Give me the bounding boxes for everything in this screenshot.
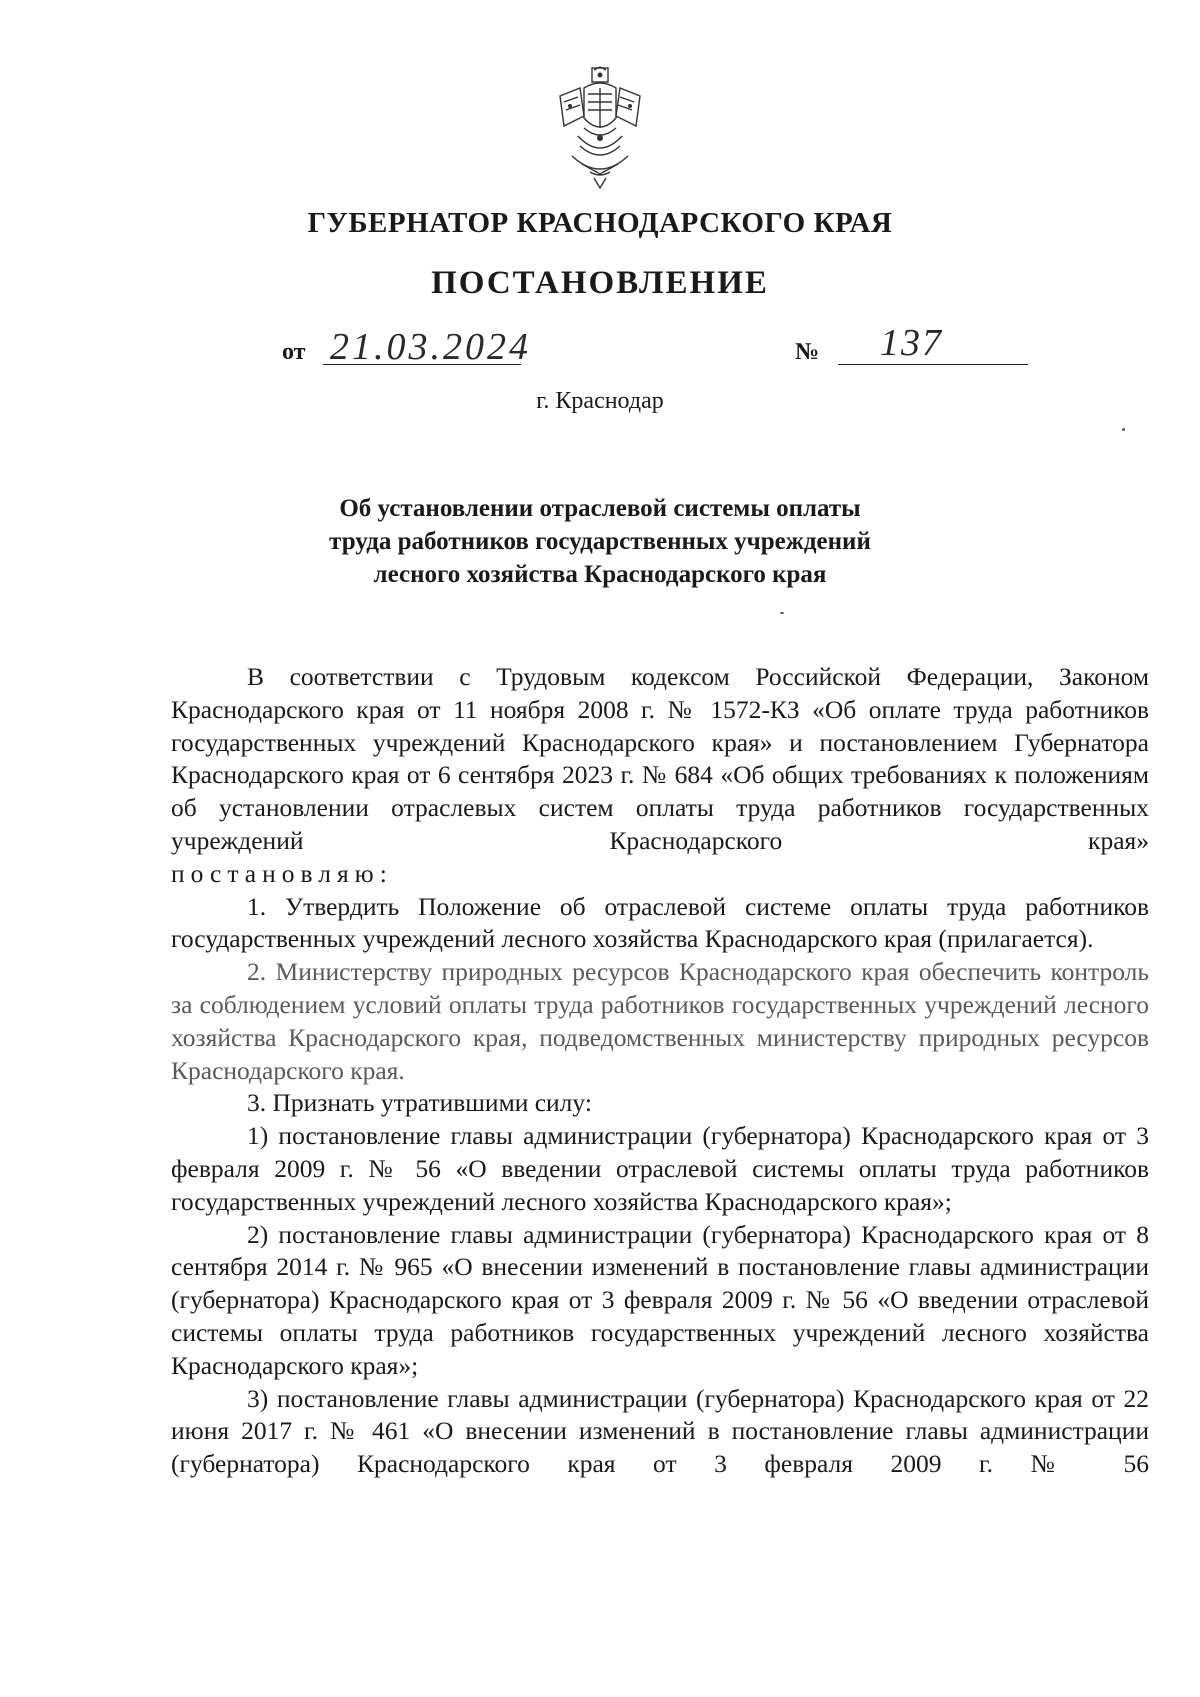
handwritten-date: 21.03.2024 [330, 326, 531, 368]
item-3-paragraph: 3. Признать утратившими силу: [247, 1088, 592, 1118]
title-line: труда работников государственных учреждений [329, 528, 871, 555]
scan-speck [1122, 428, 1125, 431]
coat-of-arms-emblem [554, 66, 646, 194]
subitem-3-paragraph: 3) постановление главы администрации (губернатора) Краснодарского края от 22 июня 2017 г. № 461 «О внесении изменений в постановление главы администрации (губернатора) Краснодарского края от 3 февраля 2009 г. № 56 [171, 1383, 1149, 1479]
issuing-authority: ГУБЕРНАТОР КРАСНОДАРСКОГО КРАЯ [307, 207, 893, 239]
title-line: Об установлении отраслевой системы оплаты [339, 495, 861, 522]
resolve-word: постановляю: [171, 858, 393, 888]
city: г. Краснодар [536, 388, 664, 414]
item-2-paragraph: 2. Министерству природных ресурсов Краснодарского края обеспечить контроль за соблюдением условий оплаты труда работников государственных учреждений лесного хозяйства Краснодарского края, подведомственных министерству природных ресурсов Краснодарского края. [171, 957, 1149, 1085]
number-label: № [795, 339, 820, 365]
scan-speck [780, 612, 784, 614]
item-1-paragraph: 1. Утвердить Положение об отраслевой системе оплаты труда работников государственных учреждений лесного хозяйства Краснодарского края (прилагается). [171, 891, 1149, 954]
title-line: лесного хозяйства Краснодарского края [373, 561, 827, 588]
subitem-2-paragraph: 2) постановление главы администрации (губернатора) Краснодарского края от 8 сентября 2014 г. № 965 «О внесении изменений в постановление главы администрации (губернатора) Краснодарского края от 3 февраля 2009 г. № 56 «О введении отраслевой системы оплаты труда работников государственных учреждений лесного хозяйства Краснодарского края»; [171, 1219, 1149, 1380]
document-body [171, 661, 1149, 1481]
preamble-paragraph: В соответствии с Трудовым кодексом Российской Федерации, Законом Краснодарского края от 11 ноября 2008 г. № 1572-КЗ «Об оплате труда работников государственных учреждений Краснодарского края» и постановлением Губернатора Краснодарского края от 6 сентября 2023 г. № 684 «Об общих требованиях к положениям об установлении отраслевых систем оплаты труда работников государственных учреждений Краснодарского края» [171, 662, 1149, 855]
handwritten-number: 137 [880, 322, 943, 364]
subitem-1-paragraph: 1) постановление главы администрации (губернатора) Краснодарского края от 3 февраля 2009 г. № 56 «О введении отраслевой системы оплаты труда работников государственных учреждений лесного хозяйства Краснодарского края»; [171, 1121, 1149, 1216]
document-title [280, 492, 920, 591]
document-type: ПОСТАНОВЛЕНИЕ [431, 265, 769, 301]
date-label: от [282, 339, 306, 365]
